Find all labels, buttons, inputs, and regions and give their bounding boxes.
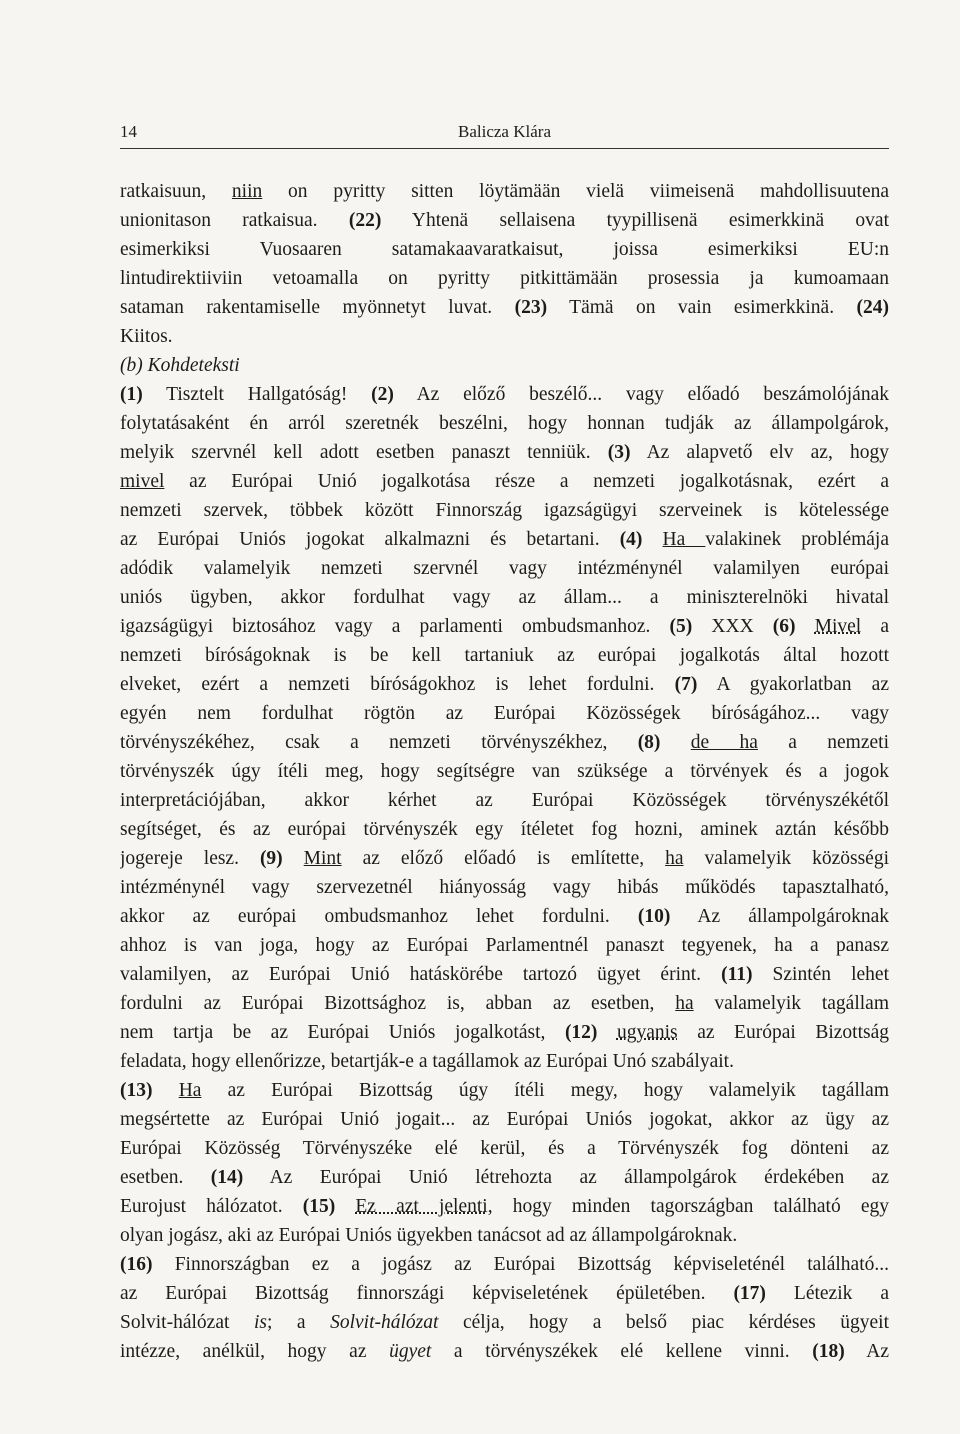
text-line	[120, 1337, 889, 1366]
text-run: (13)	[120, 1080, 153, 1101]
text-run	[153, 1080, 179, 1101]
text-run: (10)	[637, 906, 671, 927]
text-run: Solvit-hálózat	[120, 1312, 254, 1333]
text-run: (6)	[772, 616, 796, 637]
text-run	[597, 1022, 617, 1043]
text-run: akkor az európai ombudsmanhoz lehet fordulni.	[120, 906, 638, 927]
text-run: adódik valamelyik nemzeti szervnél vagy intézménynél valamilyen európai	[120, 558, 889, 579]
text-run: Mivel	[814, 616, 862, 637]
text-run: segítséget, és az európai törvényszék egy ítéletet fog hozni, aminek aztán később	[120, 819, 889, 840]
text-run: Ha	[662, 529, 706, 550]
text-run: feladata, hogy ellenőrizze, betartják-e a tagállamok az Európai Unó szabályait.	[120, 1051, 734, 1072]
text-run: (23)	[514, 297, 548, 318]
text-run: Az	[844, 1341, 889, 1362]
text-run: Eurojust hálózatot.	[120, 1196, 303, 1217]
text-run: (3)	[607, 442, 631, 463]
text-line	[120, 844, 889, 873]
text-run: (5)	[669, 616, 693, 637]
text-run: igazságügyi biztosához vagy a parlamenti ombudsmanhoz.	[120, 616, 670, 637]
text-run: Yhtenä sellaisena tyypillisenä esimerkkinä ovat	[381, 210, 889, 231]
text-run: ; a	[266, 1312, 331, 1333]
text-run: uniós ügyben, akkor fordulhat vagy az állam... a miniszterelnöki hivatal	[120, 587, 889, 608]
text-run: (2)	[371, 384, 394, 405]
text-run: ahhoz is van joga, hogy az Európai Parlamentnél panaszt tegyenek, ha a panasz	[120, 935, 889, 956]
text-run: ratkaisuun,	[120, 181, 232, 202]
text-run: (22)	[348, 210, 382, 231]
text-run: az Európai Bizottság	[677, 1022, 889, 1043]
text-line	[120, 873, 889, 902]
text-line	[120, 380, 889, 409]
text-run: valamelyik közösségi	[683, 848, 889, 869]
text-run: melyik szervnél kell adott esetben panaszt tenniük.	[120, 442, 608, 463]
text-run: az Európai Unió jogalkotása része a nemzeti jogalkotásnak, ezért a	[164, 471, 889, 492]
text-run: intézze, anélkül, hogy az	[120, 1341, 390, 1362]
text-line	[120, 264, 889, 293]
text-run: az Európai Uniós jogokat alkalmazni és betartani.	[120, 529, 620, 550]
text-line	[120, 612, 889, 641]
text-run: (24)	[856, 297, 889, 318]
text-run: Tisztelt Hallgatóság!	[142, 384, 372, 405]
text-line	[120, 1105, 889, 1134]
running-head: Balicza Klára	[458, 122, 551, 141]
text-line	[120, 583, 889, 612]
text-run: fordulni az Európai Bizottsághoz is, abban az esetben,	[120, 993, 676, 1014]
page-number: 14	[120, 122, 137, 141]
text-line	[120, 177, 889, 206]
text-run: törvényszékéhez, csak a nemzeti törvényszékhez,	[120, 732, 638, 753]
text-line	[120, 1250, 889, 1279]
text-run: interpretációjában, akkor kérhet az Európai Közösségek törvényszékétől	[120, 790, 889, 811]
text-run: olyan jogász, aki az Európai Uniós ügyekben tanácsot ad az állampolgároknak.	[120, 1225, 738, 1246]
text-run: folytatásaként én arról szeretnék beszélni, hogy honnan tudják az állampolgárok,	[120, 413, 889, 434]
page-header	[120, 120, 889, 149]
text-run: jogereje lesz.	[120, 848, 260, 869]
text-line	[120, 467, 889, 496]
text-run: megsértette az Európai Unió jogait... az Európai Uniós jogokat, akkor az ügy az	[120, 1109, 889, 1130]
text-line	[120, 1047, 889, 1076]
text-run: ha	[665, 848, 684, 869]
text-line	[120, 728, 889, 757]
text-run: is	[253, 1312, 267, 1333]
text-run: Ez azt jelenti	[355, 1196, 488, 1217]
text-line	[120, 438, 889, 467]
text-run: elveket, ezért a nemzeti bíróságokhoz is lehet fordulni.	[120, 674, 675, 695]
text-run: a nemzeti	[757, 732, 889, 753]
text-line	[120, 815, 889, 844]
text-line	[120, 1279, 889, 1308]
text-run	[283, 848, 304, 869]
text-run: Az Európai Unió létrehozta az állampolgárok érdekében az	[243, 1167, 889, 1188]
text-line	[120, 235, 889, 264]
text-run: (7)	[674, 674, 698, 695]
text-run: valamelyik tagállam	[693, 993, 889, 1014]
text-run	[660, 732, 690, 753]
text-run: esetben.	[120, 1167, 211, 1188]
text-run: Mint	[303, 848, 342, 869]
text-line	[120, 902, 889, 931]
text-run: Az alapvető elv az, hogy	[630, 442, 889, 463]
text-run: valamilyen, az Európai Unió hatáskörébe tartozó ügyet érint.	[120, 964, 722, 985]
text-run: (15)	[302, 1196, 336, 1217]
text-run: niin	[231, 181, 263, 202]
text-line	[120, 206, 889, 235]
text-run: Az állampolgároknak	[670, 906, 889, 927]
text-run: (b) Kohdeteksti	[120, 355, 240, 376]
text-run: Létezik a	[765, 1283, 889, 1304]
text-run: egyén nem fordulhat rögtön az Európai Közösségek bíróságához... vagy	[120, 703, 889, 724]
text-run: ha	[675, 993, 694, 1014]
body-text	[120, 177, 889, 1366]
text-run: (4)	[619, 529, 643, 550]
text-run: unionitason ratkaisua.	[120, 210, 349, 231]
text-run: Európai Közösség Törvényszéke elé kerül, és a Törvényszék fog dönteni az	[120, 1138, 889, 1159]
text-line	[120, 1308, 889, 1337]
text-run: intézménynél vagy szervezetnél hiányosság vagy hibás működés tapasztalható,	[120, 877, 889, 898]
text-run: ügyet	[389, 1341, 432, 1362]
text-line	[120, 1134, 889, 1163]
text-run: de ha	[690, 732, 758, 753]
text-run: Finnországban ez a jogász az Európai Bizottság képviseleténél található...	[152, 1254, 889, 1275]
text-line	[120, 525, 889, 554]
text-run: az Európai Bizottság finnországi képviseletének épületében.	[120, 1283, 734, 1304]
text-line	[120, 699, 889, 728]
text-line	[120, 496, 889, 525]
text-line	[120, 641, 889, 670]
text-line	[120, 409, 889, 438]
text-run: XXX	[692, 616, 773, 637]
text-run: Az előző beszélő... vagy előadó beszámolójának	[393, 384, 889, 405]
text-line	[120, 293, 889, 322]
text-run: esimerkiksi Vuosaaren satamakaavaratkaisut, joissa esimerkiksi EU:n	[120, 239, 889, 260]
text-run: (9)	[259, 848, 283, 869]
text-line	[120, 1076, 889, 1105]
text-line	[120, 1163, 889, 1192]
text-line	[120, 931, 889, 960]
text-line	[120, 1018, 889, 1047]
section-label	[120, 351, 889, 380]
text-run: ugyanis	[616, 1022, 678, 1043]
text-line	[120, 1221, 889, 1250]
text-line	[120, 989, 889, 1018]
text-line	[120, 757, 889, 786]
text-run: , hogy minden tagországban található egy	[487, 1196, 889, 1217]
text-run: mivel	[120, 471, 165, 492]
text-run: Kiitos.	[120, 326, 173, 347]
text-run: az előző előadó is említette,	[341, 848, 666, 869]
text-run: on pyritty sitten löytämään vielä viimeisenä mahdollisuutena	[262, 181, 889, 202]
text-line	[120, 554, 889, 583]
text-run: az Európai Bizottság úgy ítéli megy, hogy valamelyik tagállam	[201, 1080, 889, 1101]
text-run: (12)	[564, 1022, 598, 1043]
text-line	[120, 960, 889, 989]
text-line	[120, 786, 889, 815]
text-run: lintudirektiiviin vetoamalla on pyritty pitkittämään prosessia ja kumoamaan	[120, 268, 889, 289]
text-line	[120, 322, 889, 351]
text-run: a törvényszékek elé kellene vinni.	[431, 1341, 813, 1362]
text-run: (1)	[120, 384, 143, 405]
text-run: valakinek problémája	[705, 529, 889, 550]
text-run: (11)	[721, 964, 753, 985]
text-run: Tämä on vain esimerkkinä.	[547, 297, 857, 318]
text-run: a	[861, 616, 889, 637]
text-run: Ha	[178, 1080, 202, 1101]
text-line	[120, 670, 889, 699]
text-run: (17)	[733, 1283, 766, 1304]
text-run: (18)	[812, 1341, 845, 1362]
text-run: nemzeti szervek, többek között Finnország igazságügyi szerveinek is kötelessége	[120, 500, 889, 521]
text-run	[642, 529, 662, 550]
text-run: (16)	[120, 1254, 153, 1275]
text-run: (14)	[210, 1167, 244, 1188]
text-run: sataman rakentamiselle myönnetyt luvat.	[120, 297, 515, 318]
text-run: Solvit-hálózat	[330, 1312, 439, 1333]
text-run	[796, 616, 815, 637]
text-run: nemzeti bíróságoknak is be kell tartaniuk az európai jogalkotás által hozott	[120, 645, 889, 666]
text-run: célja, hogy a belső piac kérdéses ügyeit	[438, 1312, 889, 1333]
text-line	[120, 1192, 889, 1221]
text-run	[335, 1196, 355, 1217]
text-run: (8)	[637, 732, 661, 753]
text-run: nem tartja be az Európai Uniós jogalkotást,	[120, 1022, 565, 1043]
text-run: törvényszék úgy ítéli meg, hogy segítségre van szüksége a törvények és a jogok	[120, 761, 889, 782]
text-run: A gyakorlatban az	[697, 674, 889, 695]
text-run: Szintén lehet	[752, 964, 889, 985]
